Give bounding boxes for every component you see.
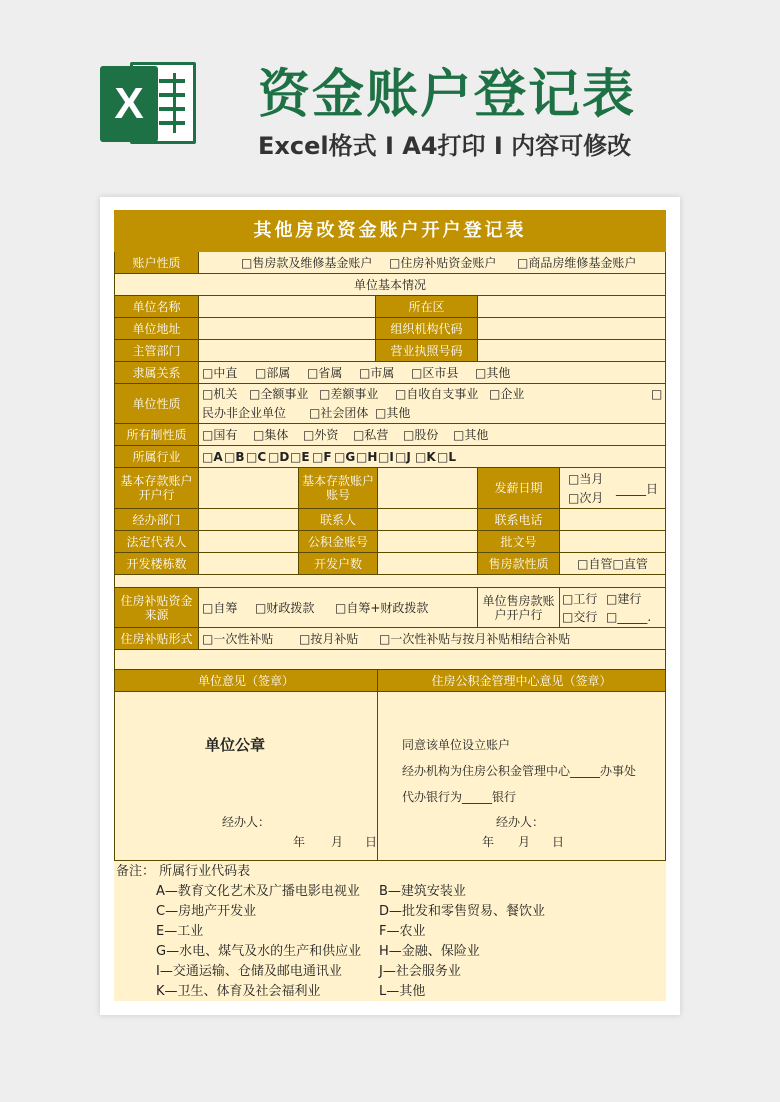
legal-rep-label: 法定代表人 — [114, 531, 199, 553]
spacer-row-2 — [114, 650, 666, 670]
unit-address-field[interactable] — [199, 318, 376, 340]
unit-name-field[interactable] — [199, 296, 376, 318]
spacer-row — [114, 575, 666, 588]
phone-label: 联系电话 — [478, 509, 560, 531]
center-opinion-header: 住房公积金管理中心意见（签章） — [378, 670, 666, 692]
sale-nature-label: 售房款性质 — [478, 553, 560, 575]
registration-form — [114, 210, 666, 1001]
affiliation-options[interactable]: □中直 □部属 □省属 □市属 □区市县 □其他 — [199, 362, 666, 384]
excel-logo-icon: X — [100, 56, 198, 150]
subsidy-form-options[interactable]: □一次性补贴 □按月补贴 □一次性补贴与按月补贴相结合补贴 — [199, 628, 666, 650]
unit-name-label: 单位名称 — [114, 296, 199, 318]
household-count-field[interactable] — [378, 553, 478, 575]
building-count-label: 开发楼栋数 — [114, 553, 199, 575]
department-field[interactable] — [199, 340, 376, 362]
license-field[interactable] — [478, 340, 666, 362]
location-field[interactable] — [478, 296, 666, 318]
pay-date-options[interactable]: □当月 □次月 _____日 — [560, 468, 666, 509]
sale-bank-options[interactable]: □工行 □建行 □交行 □_____. — [560, 588, 666, 628]
legal-rep-field[interactable] — [199, 531, 299, 553]
contact-label: 联系人 — [299, 509, 378, 531]
building-count-field[interactable] — [199, 553, 299, 575]
location-label: 所在区 — [376, 296, 478, 318]
sale-bank-label: 单位售房款账户开户行 — [478, 588, 560, 628]
contact-field[interactable] — [378, 509, 478, 531]
page-subtitle: Excel格式 I A4打印 I 内容可修改 — [258, 132, 632, 160]
unit-opinion-header: 单位意见（签章） — [114, 670, 378, 692]
handling-dept-label: 经办部门 — [114, 509, 199, 531]
ownership-options[interactable]: □国有 □集体 □外资 □私营 □股份 □其他 — [199, 424, 666, 446]
unit-seal-label: 单位公章 — [205, 736, 266, 754]
unit-nature-options[interactable]: □机关 □全额事业 □差额事业 □自收自支事业 □企业 □ 民办非企业单位 □社会团体 □其他 — [199, 384, 666, 424]
fund-account-field[interactable] — [378, 531, 478, 553]
unit-address-label: 单位地址 — [114, 318, 199, 340]
account-nature-label: 账户性质 — [114, 252, 199, 274]
center-handler-label: 经办人： — [496, 815, 545, 829]
approval-label: 批文号 — [478, 531, 560, 553]
subsidy-source-options[interactable]: □自筹 □财政拨款 □自筹+财政拨款 — [199, 588, 478, 628]
section-basic-info: 单位基本情况 — [114, 274, 666, 296]
subsidy-source-label: 住房补贴资金来源 — [114, 588, 199, 628]
pay-date-label: 发薪日期 — [478, 468, 560, 509]
basic-account-label: 基本存款账户账号 — [299, 468, 378, 509]
license-label: 营业执照号码 — [376, 340, 478, 362]
phone-field[interactable] — [560, 509, 666, 531]
center-opinion-area[interactable]: 同意该单位设立账户 经办机构为住房公积金管理中心_____办事处 代办银行为_____银行 经办人： 年 月 日 — [378, 692, 666, 861]
approval-field[interactable] — [560, 531, 666, 553]
org-code-field[interactable] — [478, 318, 666, 340]
ownership-label: 所有制性质 — [114, 424, 199, 446]
basic-bank-field[interactable] — [199, 468, 299, 509]
basic-bank-label: 基本存款账户开户行 — [114, 468, 199, 509]
notes-title: 备注： 所属行业代码表 — [116, 864, 251, 879]
unit-nature-label: 单位性质 — [114, 384, 199, 424]
subsidy-form-label: 住房补贴形式 — [114, 628, 199, 650]
form-title: 其他房改资金账户开户登记表 — [114, 210, 666, 252]
fund-account-label: 公积金账号 — [299, 531, 378, 553]
account-nature-options[interactable]: □售房款及维修基金账户 □住房补贴资金账户 □商品房维修基金账户 — [199, 252, 666, 274]
industry-options[interactable]: □A □B □C □D □E □F □G □H □I □J □K □L — [199, 446, 666, 468]
page-title: 资金账户登记表 — [258, 65, 637, 125]
unit-handler-label: 经办人： — [222, 815, 271, 829]
handling-dept-field[interactable] — [199, 509, 299, 531]
unit-opinion-area[interactable]: 单位公章 经办人： 年 月 日 — [114, 692, 378, 861]
org-code-label: 组织机构代码 — [376, 318, 478, 340]
department-label: 主管部门 — [114, 340, 199, 362]
affiliation-label: 隶属关系 — [114, 362, 199, 384]
notes-section: 备注： 所属行业代码表 A—教育文化艺术及广播电影电视业 C—房地产开发业 E—工业 G—水电、煤气及水的生产和供应业 I—交通运输、仓储及邮电通讯业 K—卫生、体育及社会福利业 B—建筑安装业 D—批发和零售贸易、餐饮业 F—农业 H—金融、保险业 J—社会服务业 L—其他 — [116, 864, 546, 999]
industry-label: 所属行业 — [114, 446, 199, 468]
sale-nature-options[interactable]: □自管□直管 — [560, 553, 666, 575]
household-count-label: 开发户数 — [299, 553, 378, 575]
basic-account-field[interactable] — [378, 468, 478, 509]
